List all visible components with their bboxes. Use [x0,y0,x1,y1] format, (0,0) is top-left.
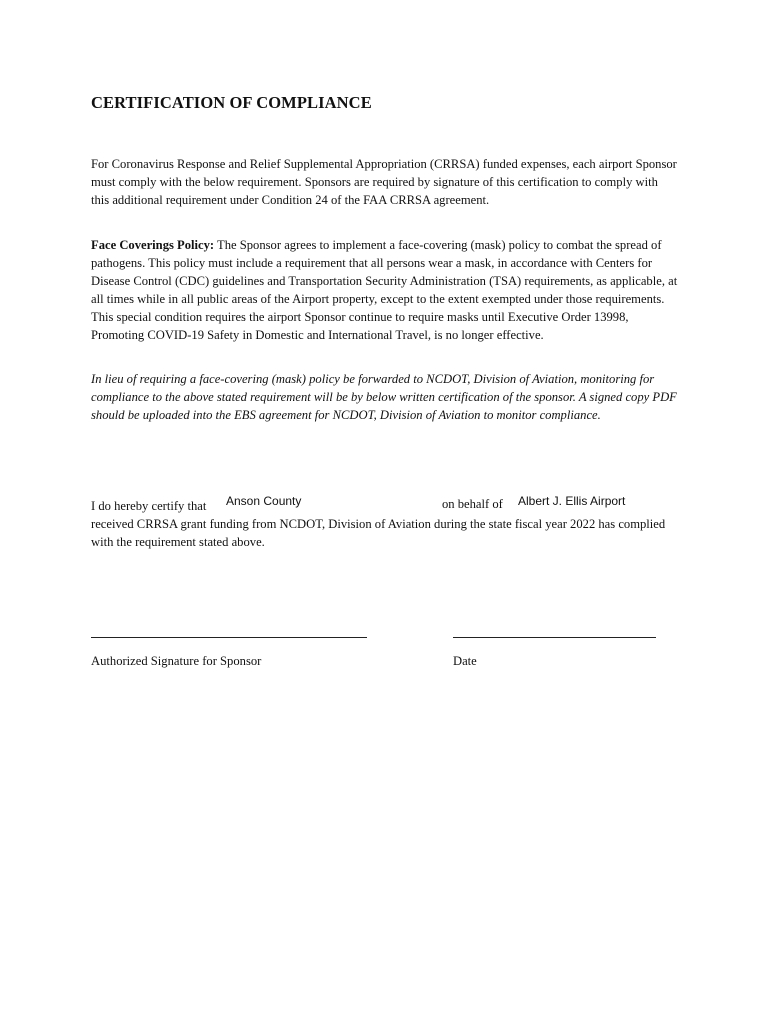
italic-note: In lieu of requiring a face-covering (mask) policy be forwarded to NCDOT, Division of Aviation, monitoring for compliance to the above stated requirement will be by below written certification of the sponsor. A signed copy PDF should be uploaded into the EBS agreement for NCDOT, Division of Aviation to monitor compliance. [91,372,677,422]
policy-heading: Face Coverings Policy: [91,238,215,252]
airport-field[interactable]: Albert J. Ellis Airport [518,494,626,508]
policy-paragraph [91,236,679,344]
intro-paragraph: For Coronavirus Response and Relief Supplemental Appropriation (CRRSA) funded expenses, each airport Sponsor must comply with the below requirement. Sponsors are required by signature of this certification to comply with this additional requirement under Condition 24 of the FAA CRRSA agreement. [91,157,677,207]
signature-line[interactable] [91,637,367,638]
county-field[interactable]: Anson County [226,494,302,508]
policy-text: The Sponsor agrees to implement a face-covering (mask) policy to combat the spread of pathogens. This policy must include a requirement that all persons wear a mask, in accordance with Centers for Disease Control (CDC) guidelines and Transportation Security Administration (TSA) requirements, as applicable, at all times while in all public areas of the Airport property, except to the extent exempted under those requirements. This special condition requires the airport Sponsor continue to require masks until Executive Order 13998, Promoting COVID-19 Safety in Domestic and International Travel, is no longer effective. [91,238,678,342]
date-line[interactable] [453,637,656,638]
certify-prefix: I do hereby certify that [91,499,207,513]
signature-label: Authorized Signature for Sponsor [91,654,262,668]
date-label: Date [453,654,477,668]
behalf-text: on behalf of [442,497,503,511]
certify-rest: received CRRSA grant funding from NCDOT, Division of Aviation during the state fiscal year 2022 has complied with the requirement stated above. [91,517,666,549]
document-title: CERTIFICATION OF COMPLIANCE [91,93,372,112]
